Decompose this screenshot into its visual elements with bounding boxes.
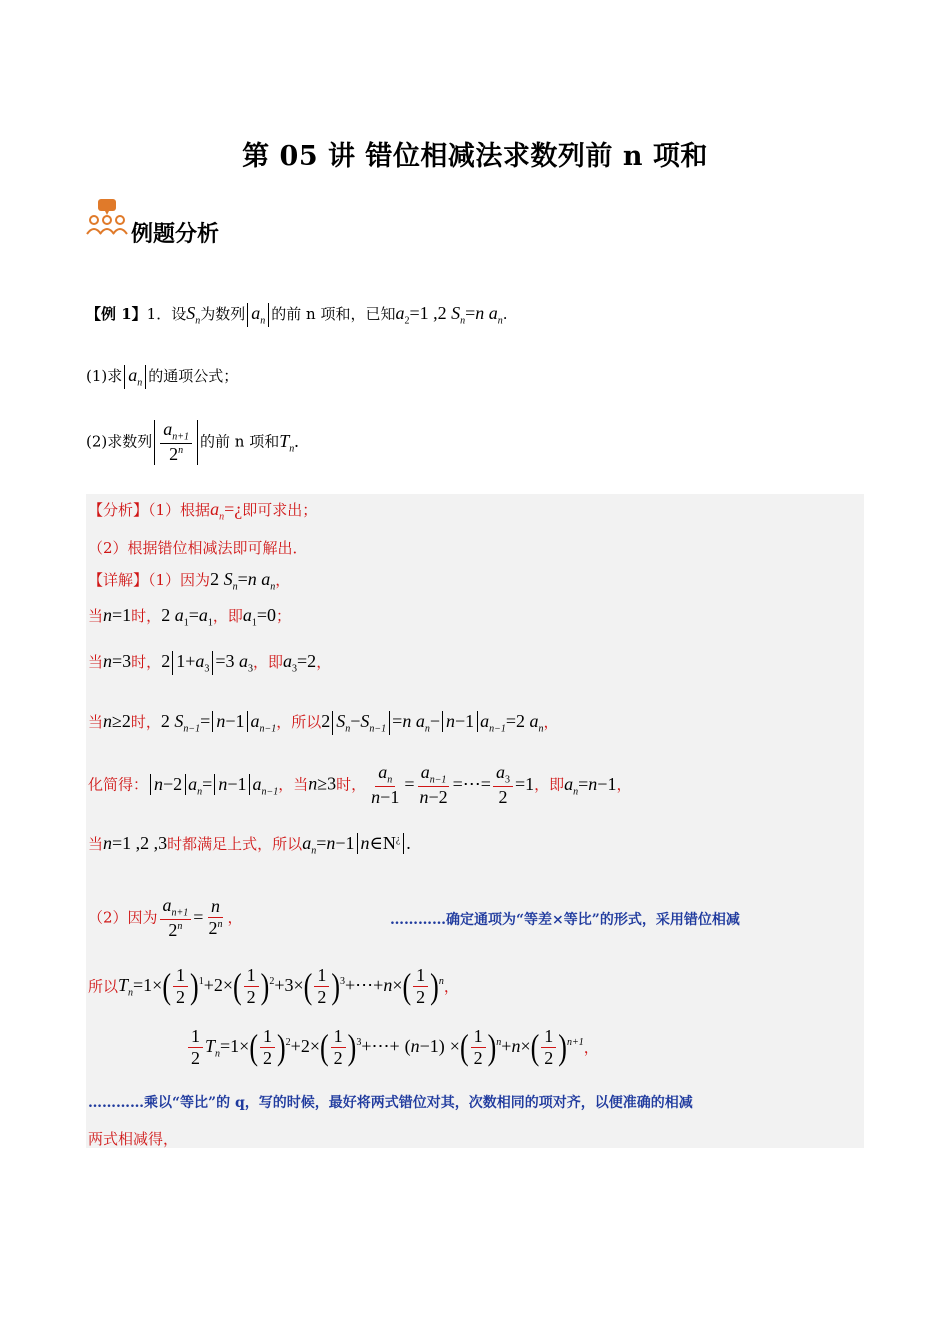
section-title: 例题分析 <box>131 221 220 247</box>
analysis-line-2: （2）根据错位相减法即可解出． <box>88 539 308 557</box>
detail-line-1: 【详解】（1）因为2 $S_n=n$ $a_n$， <box>88 569 291 593</box>
detail-line-7: （2）因为 $\frac{a_{n+1}}{2^n}$ = $\frac{n}{2^n}$ ， <box>88 895 243 940</box>
alignment-note: …………乘以“等比”的 q，写的时候，最好将两式错位对其，次数相同的项对齐，以便准确的相减 <box>88 1095 693 1111</box>
detail-line-3: 当n=3时，2 $1+a_3 =3$ $a_3$，即$a_3=2$， <box>88 651 332 675</box>
detail-last-line: 两式相减得， <box>88 1130 179 1148</box>
people-discussion-icon <box>86 198 128 238</box>
analysis-line-1: 【分析】（1）根据$a_n=¿$即可求出； <box>88 499 318 523</box>
method-note: …………确定通项为“等差×等比”的形式，采用错位相减 <box>390 912 740 928</box>
example-statement: 【例 1】1．设$S_n$为数列 $a_n$ 的前 n 项和，已知$a_2=1$ ,2 $S_n=n$ $a_n$. <box>86 303 508 327</box>
detail-line-9: $\frac{1}{2}$ $T_n=1\times$( $\frac{1}{2}$ )$^2$+2×( $\frac{1}{2}$ )$^3$+⋯+ (n−1) ×( $\frac{1}{2}$ )$^n$+n×( $\frac{1}{2}$ )$^{n+1}$， <box>186 1027 599 1069</box>
question-1: (1)求 $a_n$ 的通项公式； <box>86 365 239 389</box>
detail-line-8: 所以$T_n=1\times$( $\frac{1}{2}$ )$^1$+2×( $\frac{1}{2}$ )$^2$+3×( $\frac{1}{2}$ )$^3$+⋯+n×( $\frac{1}{2}$ )$^n$， <box>88 965 459 1007</box>
detail-line-6: 当n=1 ,2 ,3时都满足上式，所以$a_n=n-1$ n∈N¿ . <box>88 833 411 857</box>
detail-line-4: 当n≥2时，2 $S_{n-1}= n-1$ $a_{n-1}$，所以2 $S_n-S_{n-1} =n$ $a_n- n-1$ $a_{n-1}=2$ $a_n$， <box>88 711 559 735</box>
page-title: 第 05 讲 错位相减法求数列前 n 项和 <box>242 141 708 172</box>
question-2: (2)求数列 $\frac{a_{n+1}}{2^n}$ 的前 n 项和$T_n$. <box>86 419 299 464</box>
detail-line-5: 化简得： n−2 $a_n= n-1$ $a_{n-1}$，当n≥3时， $\frac{a_n}{n-1}$ = $\frac{a_{n-1}}{n-2}$ =⋯= $\frac{a_3}{2}$ =1，即$a_n=n-1$， <box>88 762 632 807</box>
detail-line-2: 当n=1时，2 $a_1=a_1$，即$a_1=0$； <box>88 605 292 629</box>
